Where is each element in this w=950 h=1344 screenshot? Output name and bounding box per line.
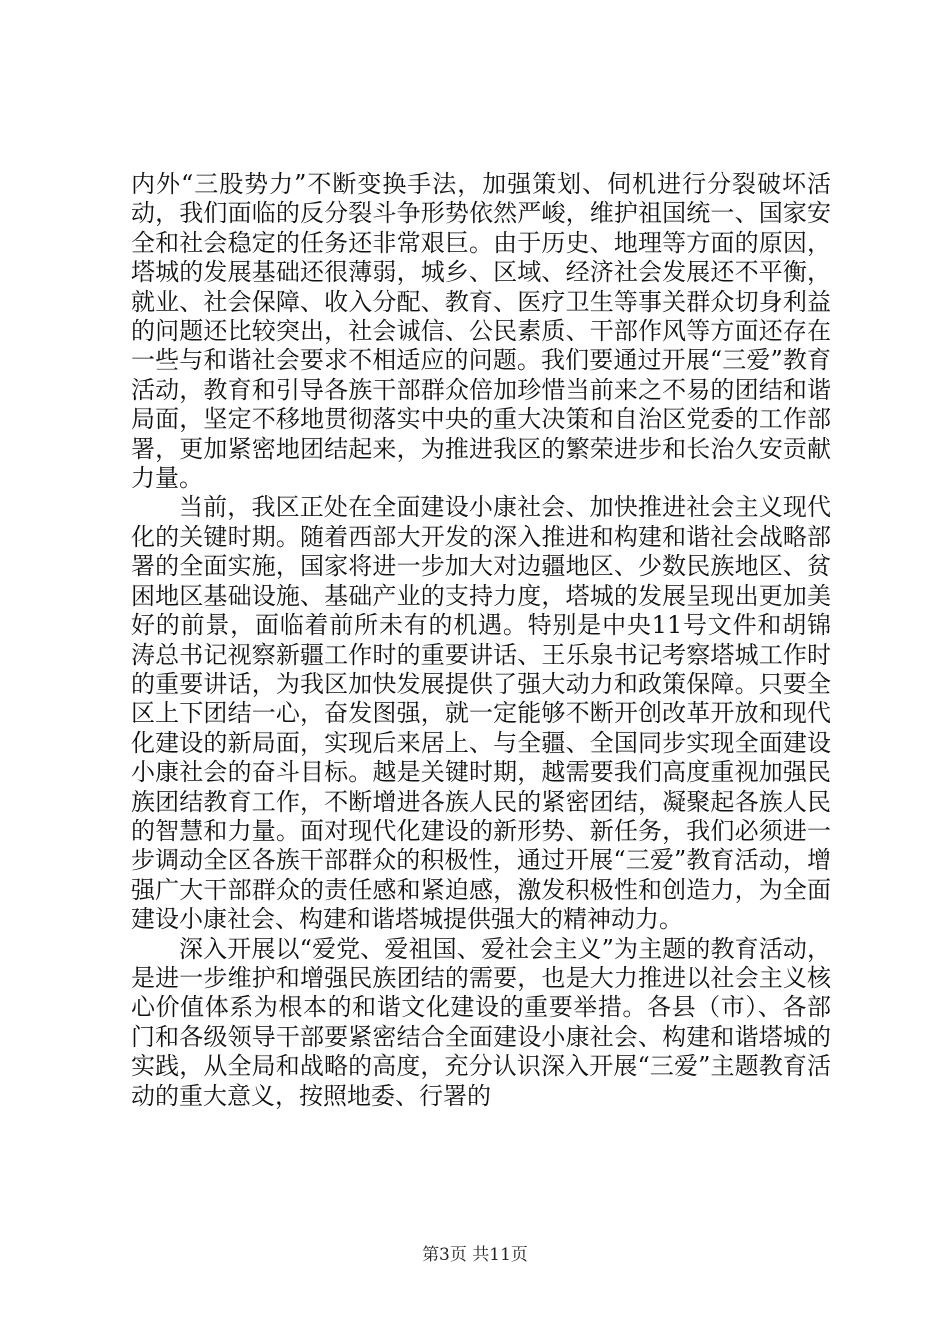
page-number: 第3页 共11页 (422, 1245, 528, 1265)
document-body (131, 170, 831, 1111)
paragraph-2: 当前，我区正处在全面建设小康社会、加快推进社会主义现代化的关键时期。随着西部大开发的深入推进和构建和谐社会战略部署的全面实施，国家将进一步加大对边疆地区、少数民族地区、贫困地区基础设施、基础产业的支持力度，塔城的发展呈现出更加美好的前景，面临着前所未有的机遇。特别是中央11号文件和胡锦涛总书记视察新疆工作时的重要讲话、王乐泉书记考察塔城工作时的重要讲话，为我区加快发展提供了强大动力和政策保障。只要全区上下团结一心，奋发图强，就一定能够不断开创改革开放和现代化建设的新局面，实现后来居上、与全疆、全国同步实现全面建设小康社会的奋斗目标。越是关键时期，越需要我们高度重视加强民族团结教育工作，不断增进各族人民的紧密团结，凝聚起各族人民的智慧和力量。面对现代化建设的新形势、新任务，我们必须进一步调动全区各族干部群众的积极性，通过开展“三爱”教育活动，增强广大干部群众的责任感和紧迫感，激发积极性和创造力，为全面建设小康社会、构建和谐塔城提供强大的精神动力。 (131, 493, 831, 934)
paragraph-1: 内外“三股势力”不断变换手法，加强策划、伺机进行分裂破坏活动，我们面临的反分裂斗争形势依然严峻，维护祖国统一、国家安全和社会稳定的任务还非常艰巨。由于历史、地理等方面的原因，塔城的发展基础还很薄弱，城乡、区域、经济社会发展还不平衡，就业、社会保障、收入分配、教育、医疗卫生等事关群众切身利益的问题还比较突出，社会诚信、公民素质、干部作风等方面还存在一些与和谐社会要求不相适应的问题。我们要通过开展“三爱”教育活动，教育和引导各族干部群众倍加珍惜当前来之不易的团结和谐局面，坚定不移地贯彻落实中央的重大决策和自治区党委的工作部署，更加紧密地团结起来，为推进我区的繁荣进步和长治久安贡献力量。 (131, 170, 831, 493)
page-footer (0, 1240, 950, 1265)
paragraph-3: 深入开展以“爱党、爱祖国、爱社会主义”为主题的教育活动，是进一步维护和增强民族团结的需要，也是大力推进以社会主义核心价值体系为根本的和谐文化建设的重要举措。各县（市）、各部门和各级领导干部要紧密结合全面建设小康社会、构建和谐塔城的实践，从全局和战略的高度，充分认识深入开展“三爱”主题教育活动的重大意义，按照地委、行署的 (131, 934, 831, 1110)
